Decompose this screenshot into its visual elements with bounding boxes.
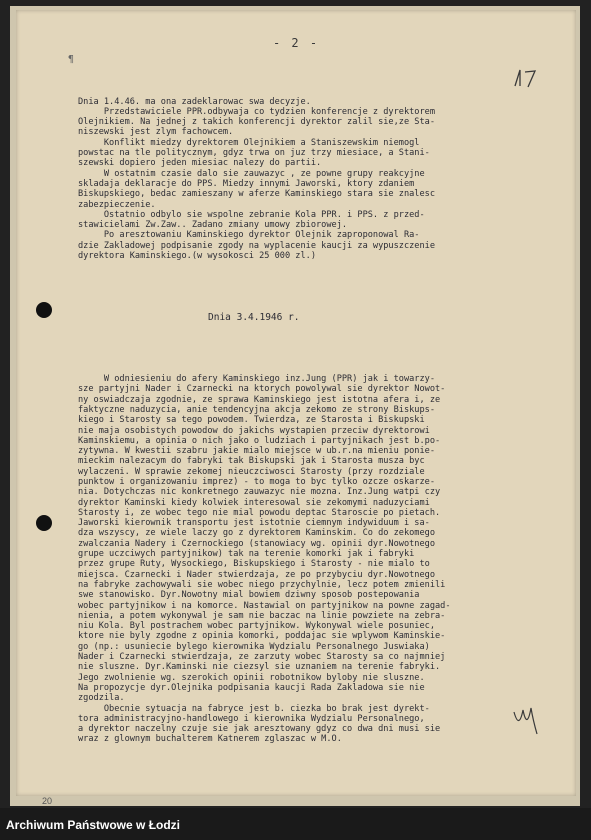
paragraph: W odniesieniu do afery Kaminskiego inz.Jung (PPR) jak i towarzy- sze partyjni Nader i Czarnecki na ktorych powolywal sie dyrektor Nowot- ny oswiadczaja zgodnie, ze sprawa Kaminskiego jest istotna afera i, ze faktyczne naduzycia, anie tendencyjna akcja zekomo ze strony Biskups- kiego i Starosty sa tego powodem. Twierdza, ze Starosta i Biskupski nie maja osobistych powodow do jakichs wystapien przeciw dyrektorowi Kaminskiemu, a opinia o nich jako o ludziach i partyjnikach jest b.po- zytywna. W kwestii szabru jakie mialo miejsce w ub.r.na mieniu ponie- mieckim nalezacym do fabryki tak Biskupski jak i Starosta musza byc wylaczeni. W sprawie zekomej nieuczciwosci Starosty (przy rozdziale punktow i organizowaniu imprez) - to moga to byc tylko ozcze oskarze- nia. Dotychczas nic konkretnego zauwazyc nie mozna. Inz.Jung watpi czy dyrektor Kaminski kiedy kolwiek interesowal sie zekomymi naduzyciami Starosty i, ze wobec tego nie mial powodu deptac Staroscie po pietach. Jaworski kierownik transportu jest istotnie ciemnym indywiduum i sa- dza wszyscy, ze wiele laczy go z dyrektorem Kaminskim. Co do zekomego zwalczania Nadery i Czernockiego (stanowiacy wg. opinii dyr.Nowotnego grupe uczciwych partyjnikow) tak na terenie komorki jak i fabryki przez grupe Ruty, Wysockiego, Biskupskiego i Starosty - nie mialo to miejsca. Czarnecki i Nader stwierdzaja, ze po przybyciu dyr.Nowotnego na fabryke zachowywali sie wobec niego przychylnie, lecz potem zmienili swe stanowisko. Dyr.Nowotny mial bowiem dziwny sposob postepowania wobec partyjnikow i na komorce. Nastawial on partyjnikow na powne zagad- nienia, a potem wykonywal je sam nie baczac na linie powziete na zebra- niu Kola. Byl postrachem wobec partyjnikow. Wykonywal wiele posuniec, ktore nie byly zgodne z opinia komorki, poddajac sie wplywom Kaminskie- go (np.: usuniecie bylego kierownika Wydzialu Personalnego Juswiaka) Nader i Czarnecki stwierdzaja, ze zarzuty wobec Starosty sa co najmniej nie sluszne. Dyr.Kaminski nie ciezsyl sie uznaniem na terenie fabryki. Jego zwolnienie wg. szerokich opinii robotnikow byloby nie sluszne. Na propozycje dyr.Olejnika podpisania kaucji Rada Zakladowa sie nie zgodzila. Obecnie sytuacja na fabryce jest b. ciezka bo brak jest dyrekt- tora administracyjno-handlowego i kierownika Wydzialu Personalnego, a dyrektor naczelny czuje sie jak aresztowany gdyz co dwa dni musi sie wraz z glownym buchalterem Katnerem zglaszac w M.O.: [78, 374, 451, 745]
handwritten-signature: [511, 700, 541, 740]
archive-name: Archiwum Państwowe w Łodzi: [6, 818, 181, 832]
date-heading: Dnia 3.4.1946 r.: [208, 311, 300, 323]
document-page: [16, 10, 576, 806]
punch-hole: [36, 302, 52, 318]
punch-hole: [36, 515, 52, 531]
document-body: [78, 76, 578, 765]
page-number: - 2 -: [272, 36, 320, 50]
archive-footer: [0, 808, 591, 840]
paragraph: Dnia 1.4.46. ma ona zadeklarowac swa decyzje. Przedstawiciele PPR.odbywaja co tydzien konferencje z dyrektorem Olejnikiem. Na jednej z takich konferencji dyrektor zalil sie,ze Sta- niszewski jest zlym fachowcem. Konflikt miedzy dyrektorem Olejnikiem a Staniszewskim niemogl powstac na tle politycznym, gdyz trwa on juz trzy miesiace, a Stani- szewski dopiero jeden miesiac nalezy do partii. W ostatnim czasie dalo sie zauwazyc , ze powne grupy reakcyjne skladaja deklaracje do PPS. Miedzy innymi Jaworski, ktory zdaniem Biskupskiego, bedac zamieszany w aferze Kaminskiego stara sie znalesc zabezpieczenie. Ostatnio odbylo sie wspolne zebranie Kola PPR. i PPS. z przed- stawicielami Zw.Zaw.. Zadano zmiany umowy zbiorowej. Po aresztowaniu Kaminskiego dyrektor Olejnik zaproponowal Ra- dzie Zakladowej podpisanie zgody na wyplacenie kaucji za wypuszczenie dyrektora Kaminskiego.(w wysokosci 25 000 zl.): [78, 96, 435, 262]
corner-mark: ¶: [68, 54, 75, 65]
box-number: 20: [42, 796, 53, 806]
